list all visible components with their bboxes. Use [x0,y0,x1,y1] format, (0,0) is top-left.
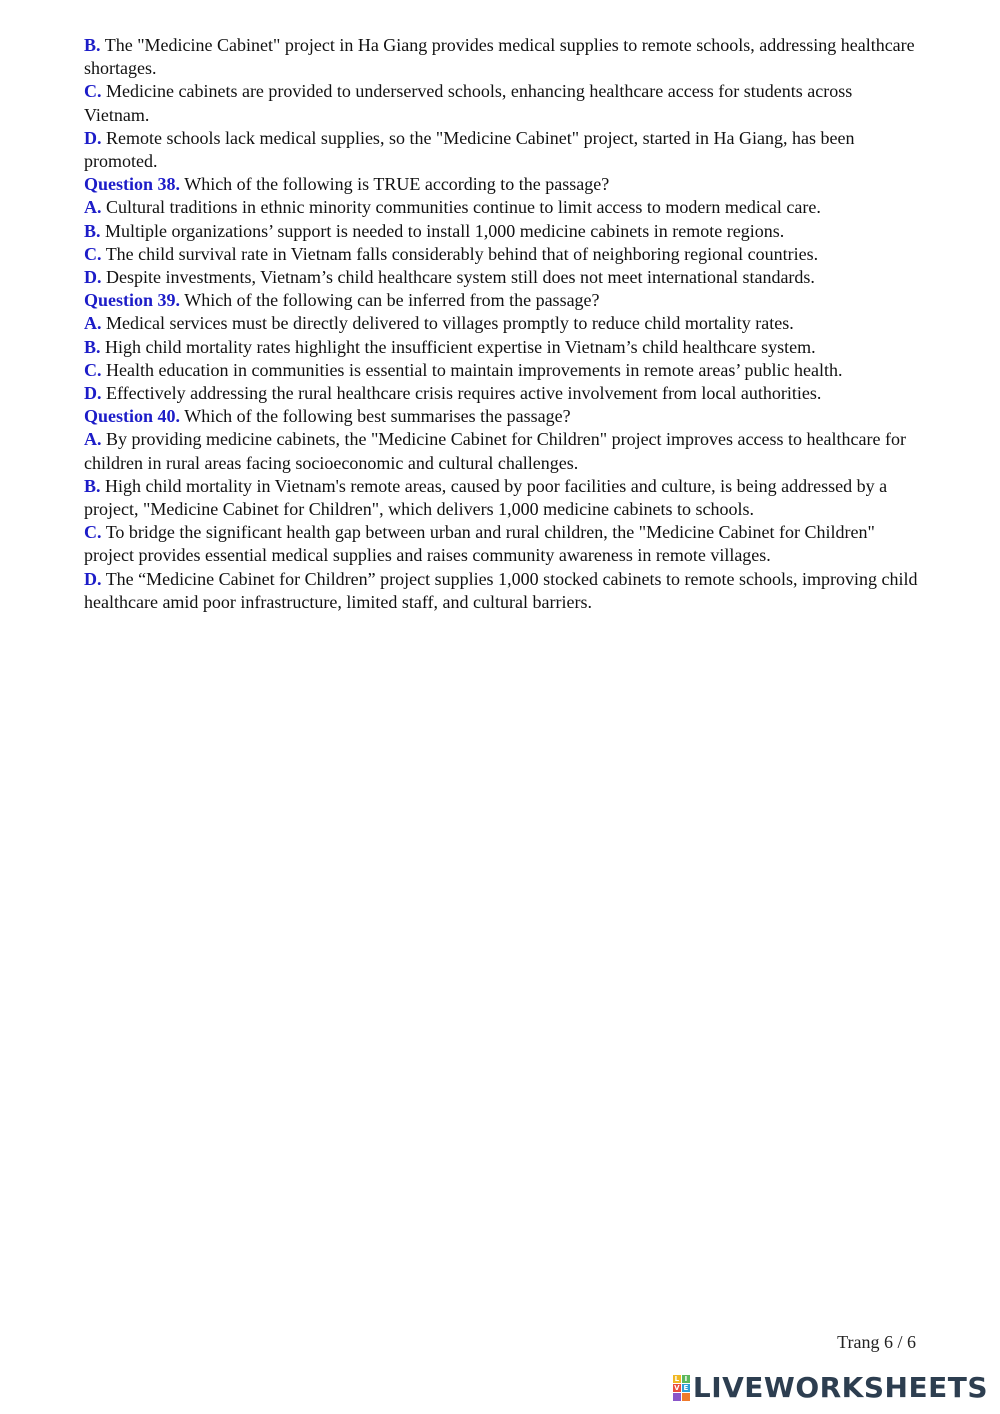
q38-option-a [84,196,918,219]
question-label: Question 38. [84,174,181,195]
option-letter: B. [84,35,101,55]
logo-cell: E [683,1384,689,1392]
logo-cell: V [674,1384,680,1392]
option-text: The “Medicine Cabinet for Children” project supplies 1,000 stocked cabinets to remote schools, improving child healthcare amid poor infrastructure, limited staff, and cultural barriers. [84,568,918,612]
option-text: Remote schools lack medical supplies, so the "Medicine Cabinet" project, started in Ha Giang, has been promoted. [84,127,855,172]
question-label: Question 40. [84,406,181,427]
option-letter: D. [84,568,102,589]
option-text: By providing medicine cabinets, the "Medicine Cabinet for Children" project improves access to healthcare for children in rural areas facing socioeconomic and cultural challenges. [84,429,906,473]
option-text: Cultural traditions in ethnic minority communities continue to limit access to modern medical care. [106,197,821,218]
question-label: Question 39. [84,290,181,311]
option-letter: B. [84,336,101,357]
option-text: Health education in communities is essential to maintain improvements in remote areas’ public health. [106,359,843,380]
question-prompt: Which of the following can be inferred from the passage? [184,290,600,311]
q39-option-c [84,359,918,382]
q38-option-d [84,266,918,289]
question-38 [84,173,918,196]
q37-option-b [84,34,918,80]
option-letter: C. [84,243,102,264]
q37-option-d [84,127,918,173]
option-text: Effectively addressing the rural healthcare crisis requires active involvement from local authorities. [106,383,822,404]
option-letter: A. [84,313,102,334]
q39-option-b [84,336,918,359]
q40-option-a [84,428,918,474]
question-40 [84,405,918,428]
q40-option-d [84,568,918,614]
option-text: The "Medicine Cabinet" project in Ha Giang provides medical supplies to remote schools, addressing healthcare shortages. [84,35,915,79]
option-text: Multiple organizations’ support is needed to install 1,000 medicine cabinets in remote regions. [105,220,785,241]
logo-cell: L [674,1375,680,1383]
option-letter: D. [84,383,102,404]
logo-cell: I [682,1375,690,1383]
option-text: High child mortality rates highlight the insufficient expertise in Vietnam’s child healthcare system. [105,336,816,357]
option-letter: B. [84,475,101,496]
option-letter: B. [84,220,101,241]
option-letter: C. [84,359,102,380]
page-number: Trang 6 / 6 [837,1332,916,1352]
option-text: The child survival rate in Vietnam falls considerably behind that of neighboring regional countries. [105,243,819,264]
option-letter: D. [84,127,102,148]
option-text: High child mortality in Vietnam's remote areas, caused by poor facilities and culture, is being addressed by a project, "Medicine Cabinet for Children", which delivers 1,000 medicine cabinets to schools. [84,475,888,520]
q39-option-d [84,382,918,405]
liveworksheets-logo-icon [673,1375,690,1401]
option-text: Despite investments, Vietnam’s child healthcare system still does not meet international standards. [106,267,815,288]
worksheet-content [84,34,918,614]
option-letter: A. [84,197,102,218]
q37-option-c [84,80,918,126]
question-39 [84,289,918,312]
q38-option-c [84,243,918,266]
option-letter: C. [84,522,102,543]
q40-option-c [84,521,918,567]
option-letter: A. [84,429,102,450]
q38-option-b [84,220,918,243]
q40-option-b [84,475,918,521]
logo-cell [673,1393,681,1401]
option-text: To bridge the significant health gap between urban and rural children, the "Medicine Cabinet for Children" project provides essential medical supplies and raises community awareness in remote villages. [84,522,875,566]
q39-option-a [84,312,918,335]
option-letter: C. [84,81,102,102]
question-prompt: Which of the following best summarises the passage? [184,406,571,427]
brand-name: LIVEWORKSHEETS [692,1371,988,1404]
question-prompt: Which of the following is TRUE according to the passage? [184,174,610,195]
option-text: Medicine cabinets are provided to underserved schools, enhancing healthcare access for students across Vietnam. [84,81,853,125]
option-letter: D. [84,267,102,288]
option-text: Medical services must be directly delivered to villages promptly to reduce child mortality rates. [106,313,794,334]
liveworksheets-logo [673,1373,988,1403]
logo-cell [682,1393,690,1401]
